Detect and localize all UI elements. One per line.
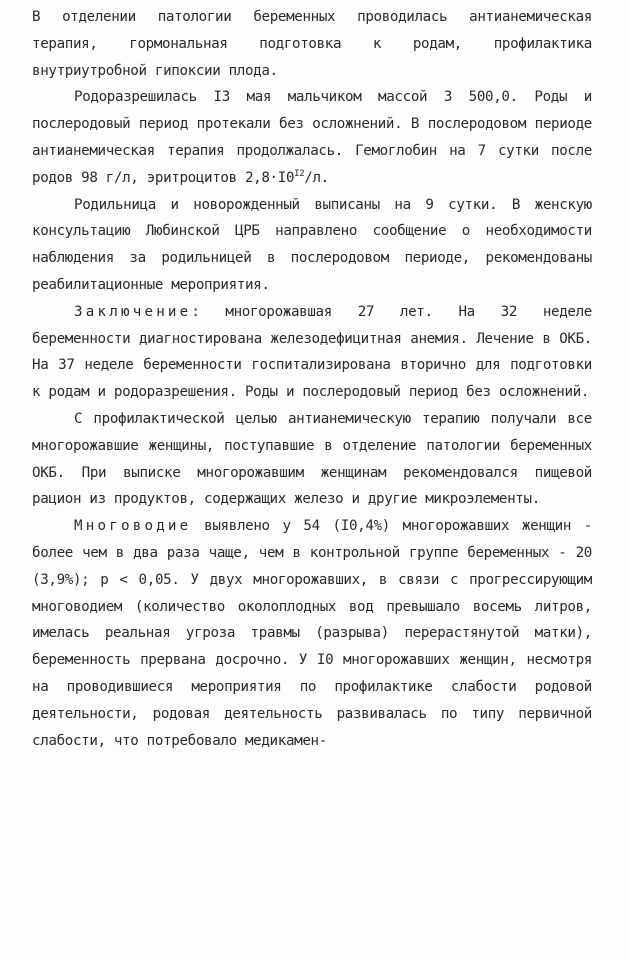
- paragraph-text: Родоразрешилась I3 мая мальчиком массой 3 500,0. Роды и послеродовый период протекали без осложнений. В послеродовом периоде антианемическая терапия продолжалась. Гемоглобин на 7 сутки после родов 98 г/л, эритроцитов 2,8·I0: [32, 89, 592, 186]
- paragraph-text: С профилактической целью антианемическую терапию получали все многорожавшие женщины, поступавшие в отделение патологии беременных ОКБ. При выписке многорожавшим женщинам рекомендовался пищевой рацион из продуктов, содержащих железо и другие микроэлементы.: [32, 410, 592, 508]
- paragraph-text: выявлено у 54 (I0,4%) многорожавших женщин - более чем в два раза чаще, чем в контрольной группе беременных - 20 (3,9%); р < 0,05. У двух многорожавших, в связи с прогрессирующим многоводием (количество околоплодных вод превышало восемь литров, имелась реальная угроза травмы (разрыва) перерастянутой матки), беременность прервана досрочно. У I0 многорожавших женщин, несмотря на проводившиеся мероприятия по профилактике слабости родовой деятельности, родовая деятельность развивалась по типу первичной слабости, что потребовало медикамен-: [32, 518, 592, 749]
- paragraph-text: В отделении патологии беременных проводилась антианемическая терапия, гормональная подготовка к родам, профилактика внутриутробной гипоксии плода.: [32, 9, 592, 79]
- paragraph-text: : многорожавшая 27 лет. На 32 неделе беременности диагностирована железодефицитная анемия. Лечение в ОКБ. На 37 неделе беременности госпитализирована вторично для подготовки к родам и родоразрешения. Роды и послеродовый период без осложнений.: [32, 303, 592, 401]
- paragraph: [32, 192, 592, 299]
- superscript: I2: [294, 168, 305, 179]
- paragraph-text: Родильница и новорожденный выписаны на 9 сутки. В женскую консультацию Любинской ЦРБ направлено сообщение о необходимости наблюдения за родильницей в послеродовом периоде, рекомендованы реабилитационные мероприятия.: [32, 196, 592, 293]
- paragraph: [32, 4, 592, 84]
- paragraph: [32, 513, 592, 754]
- section-heading: Заключение: [74, 303, 192, 320]
- document-body: [32, 4, 592, 754]
- paragraph: [32, 84, 592, 191]
- paragraph-text: /л.: [304, 169, 329, 186]
- section-heading: Многоводие: [74, 518, 192, 535]
- paragraph: [32, 299, 592, 406]
- paragraph: [32, 406, 592, 513]
